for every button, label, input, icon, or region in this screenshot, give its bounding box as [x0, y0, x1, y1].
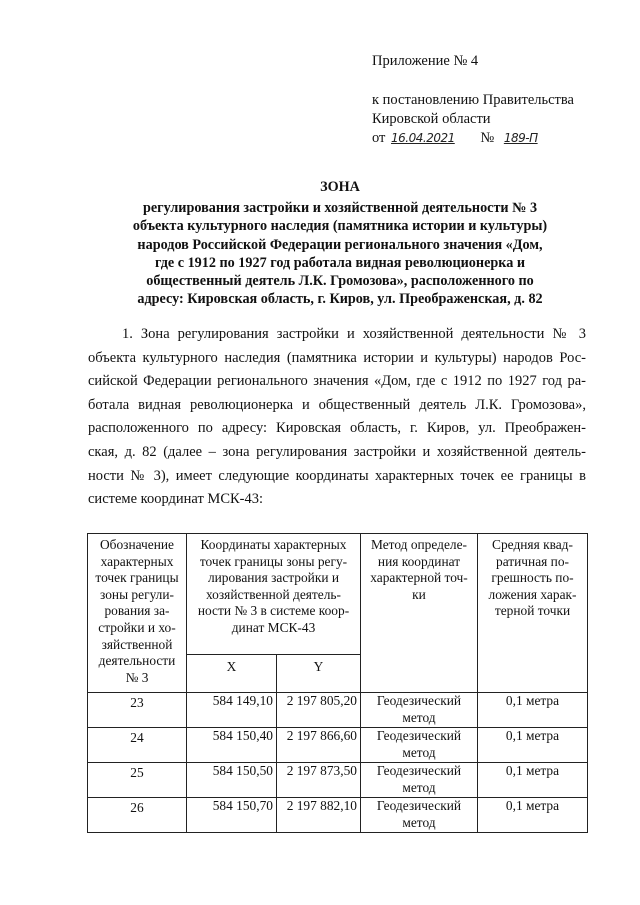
paragraph-line: 1. Зона регулирования застройки и хозяйственной деятельности № 3 [122, 326, 586, 342]
number-value: 189-П [503, 131, 538, 145]
title-line: объекта культурного наследия (памятника истории и культуры) [132, 218, 548, 235]
table-row [88, 728, 588, 763]
paragraph-line: сийской Федерации регионального значения «Дом, где с 1912 по 1927 год ра- [88, 373, 586, 390]
cell-x: 584 150,50 [187, 763, 277, 798]
table-row [88, 693, 588, 728]
paragraph-line: ская, д. 82 (далее – зона регулирования застройки и хозяйственной деятель- [88, 443, 586, 460]
appendix-reference-line1: к постановлению Правительства [372, 92, 574, 108]
coordinates-table [87, 533, 588, 833]
title-line: где с 1912 по 1927 год работала видная революционерка и [154, 254, 526, 271]
cell-point: 25 [88, 763, 187, 798]
table-header-row [88, 534, 588, 655]
cell-method: Геодезический метод [361, 728, 478, 763]
title-line: адресу: Кировская область, г. Киров, ул. Преображенская, д. 82 [137, 291, 543, 308]
paragraph-line: ботала видная революционерка и общественный деятель Л.К. Громозова», [88, 396, 586, 413]
paragraph-line: ности № 3), имеет следующие координаты характерных точек ее границы в [88, 467, 586, 484]
cell-point: 26 [88, 798, 187, 833]
cell-error: 0,1 метра [478, 693, 588, 728]
header-error: Средняя квад-ратичная по-грешность по-ложения харак-терной точки [478, 534, 588, 693]
cell-method: Геодезический метод [361, 798, 478, 833]
cell-error: 0,1 метра [478, 763, 588, 798]
header-coordinates: Координаты характерных точек границы зоны регу-лирования застройки и хозяйственной деятель-ности № 3 в системе коор-динат МСК-43 [187, 534, 361, 655]
appendix-reference-line2: Кировской области [372, 111, 491, 127]
cell-x: 584 149,10 [187, 693, 277, 728]
cell-y: 2 197 805,20 [277, 693, 361, 728]
cell-y: 2 197 866,60 [277, 728, 361, 763]
header-method: Метод определе-ния координат характерной точ-ки [361, 534, 478, 693]
date-value: 16.04.2021 [391, 131, 455, 145]
cell-point: 23 [88, 693, 187, 728]
title-heading: ЗОНА [320, 179, 360, 195]
appendix-title: Приложение № 4 [372, 53, 479, 69]
paragraph-line: объекта культурного наследия (памятника истории и культуры) народов Рос- [88, 349, 586, 366]
cell-error: 0,1 метра [478, 728, 588, 763]
cell-error: 0,1 метра [478, 798, 588, 833]
document-title [98, 178, 582, 308]
date-prefix: от [372, 130, 386, 146]
header-x: X [187, 655, 277, 693]
cell-x: 584 150,40 [187, 728, 277, 763]
cell-y: 2 197 882,10 [277, 798, 361, 833]
cell-method: Геодезический метод [361, 693, 478, 728]
title-line: общественный деятель Л.К. Громозова», расположенного по [146, 273, 534, 290]
title-line: регулирования застройки и хозяйственной деятельности № 3 [142, 200, 538, 217]
cell-point: 24 [88, 728, 187, 763]
cell-y: 2 197 873,50 [277, 763, 361, 798]
cell-method: Геодезический метод [361, 763, 478, 798]
paragraph-1 [88, 323, 586, 512]
title-line: народов Российской Федерации регионального значения «Дом, [137, 236, 543, 253]
header-y: Y [277, 655, 361, 693]
paragraph-line: расположенного по адресу: Кировская область, г. Киров, ул. Преображен- [88, 420, 586, 437]
table-row [88, 763, 588, 798]
appendix-date-line [372, 129, 538, 148]
cell-x: 584 150,70 [187, 798, 277, 833]
header-point-designation: Обозначение характерных точек границы зоны регули-рования за-стройки и хо-зяйственной деятельности № 3 [88, 534, 187, 693]
paragraph-line: системе координат МСК-43: [88, 491, 264, 508]
number-prefix: № [480, 130, 495, 146]
table-row [88, 798, 588, 833]
